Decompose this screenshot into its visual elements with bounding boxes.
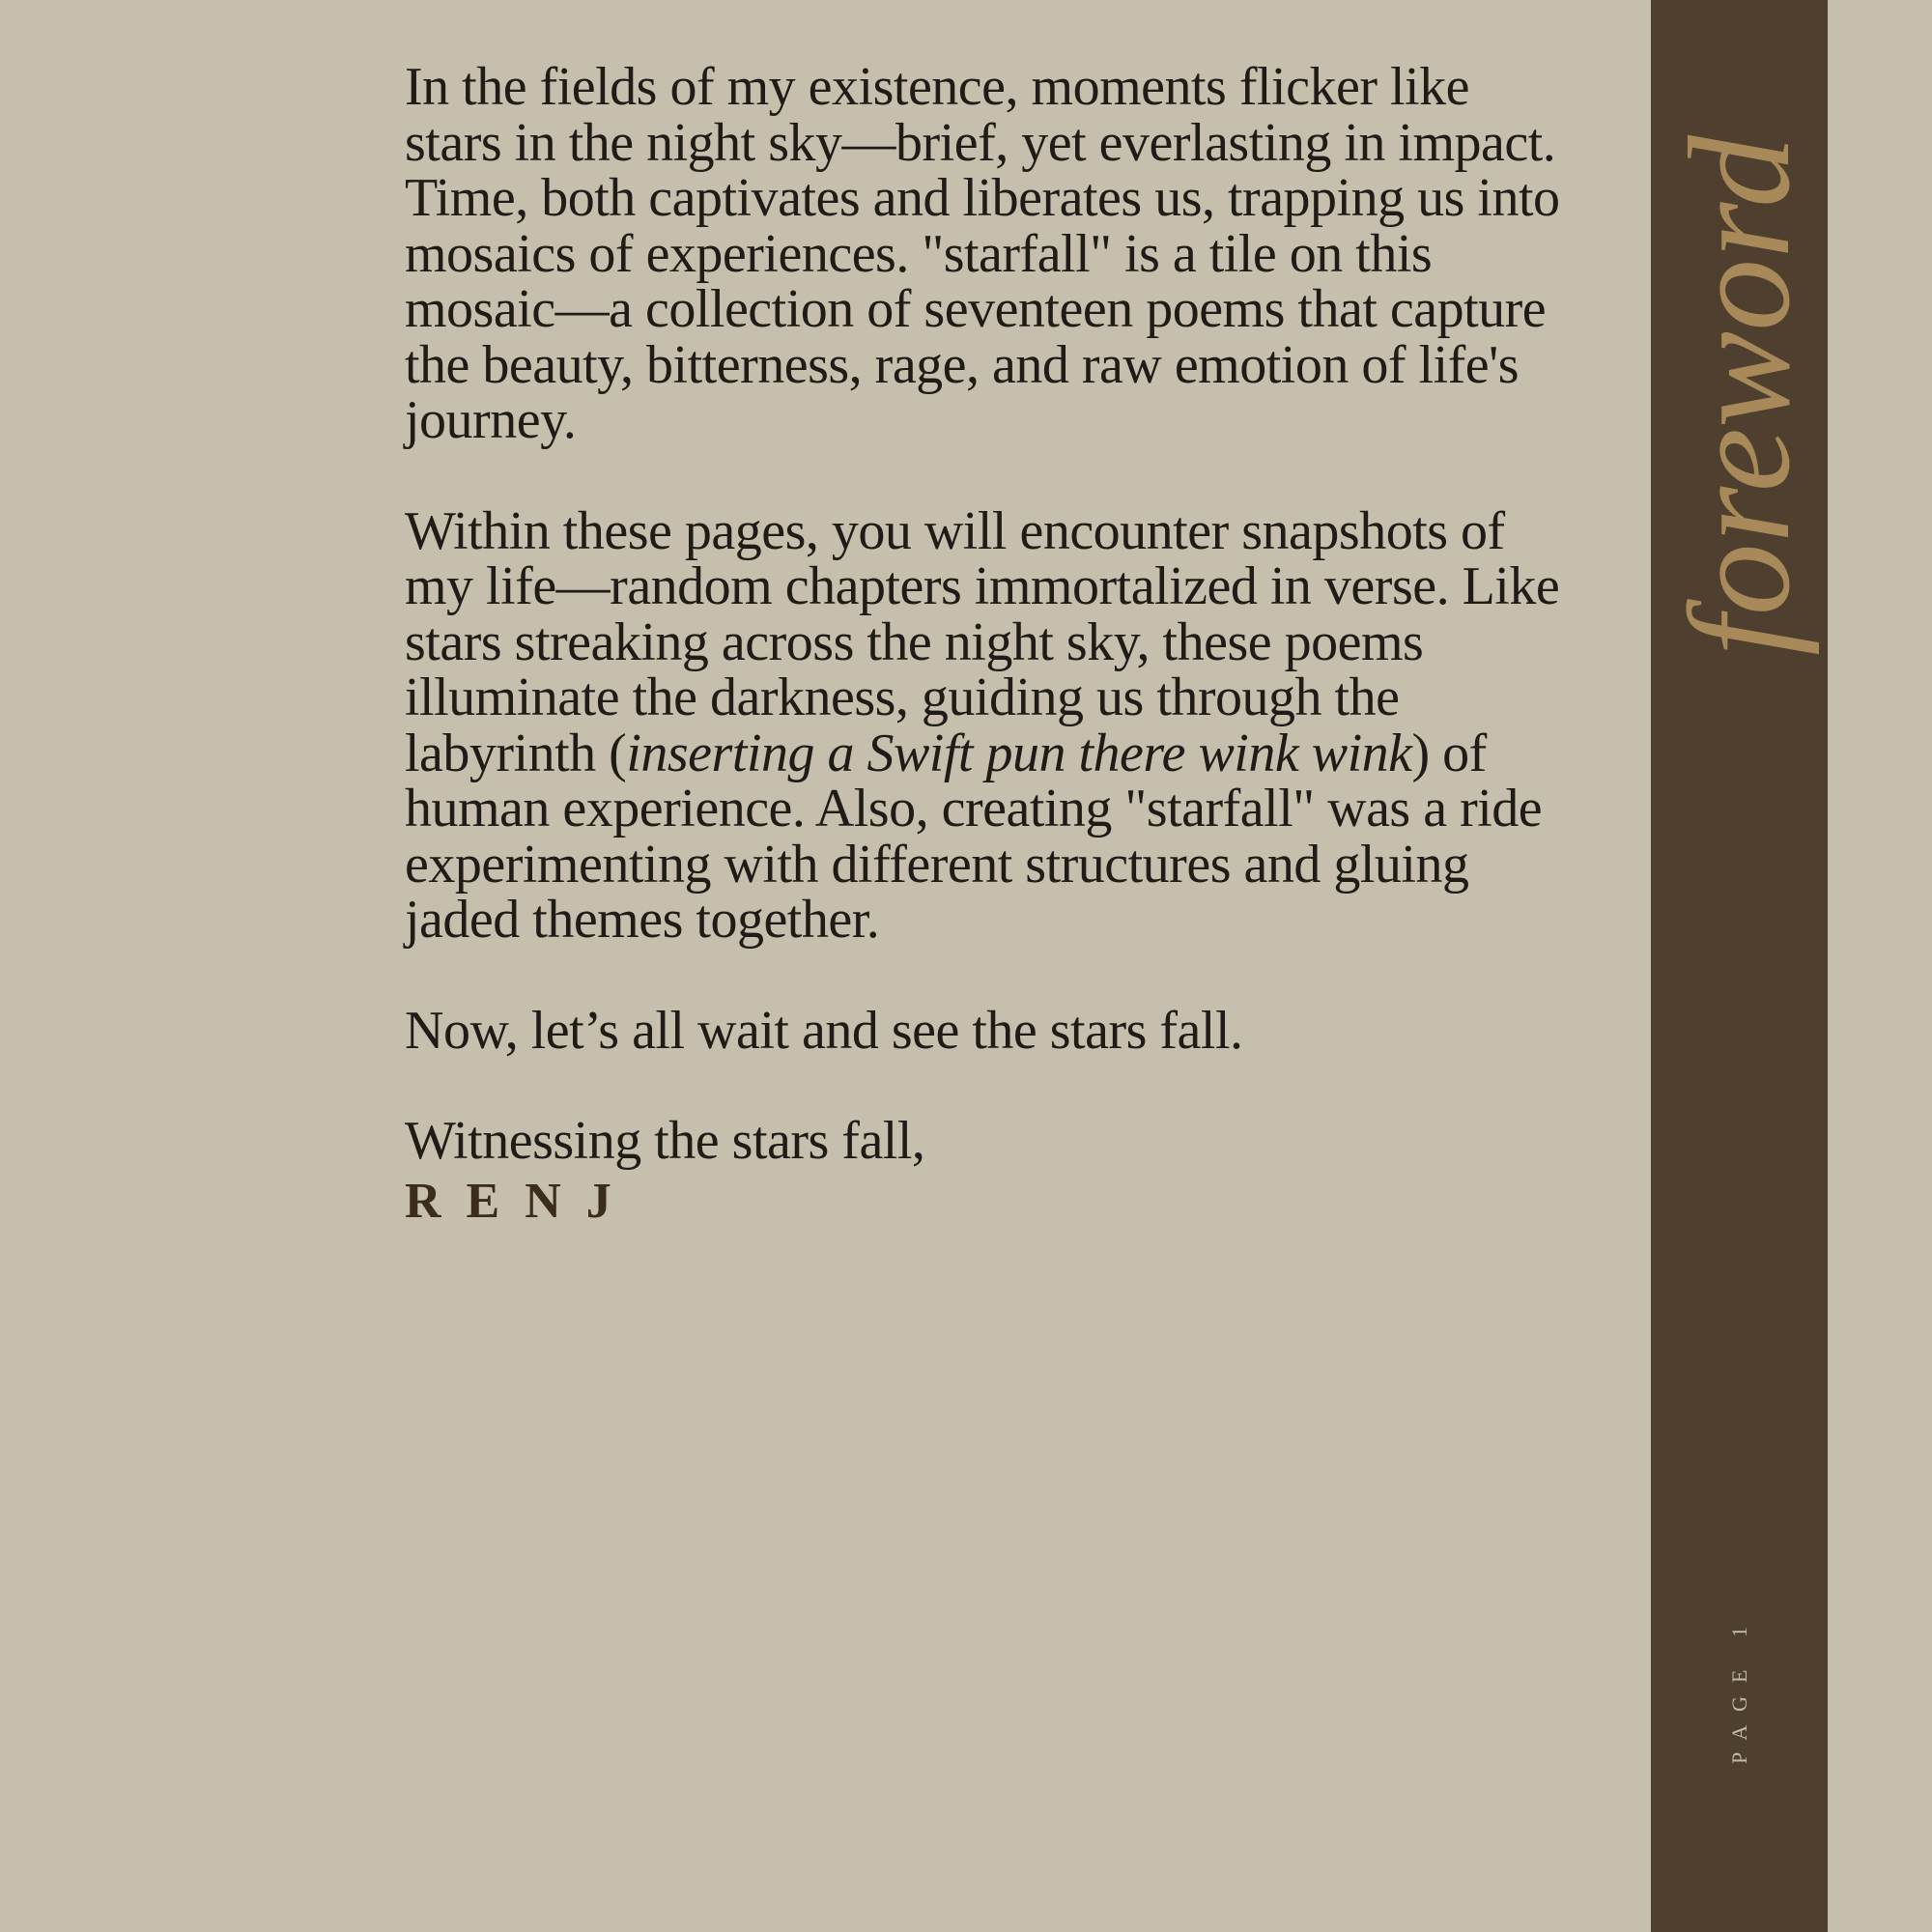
foreword-body	[405, 57, 1574, 1229]
closing-text: Witnessing the stars fall,	[405, 1111, 925, 1171]
chapter-sidebar	[1651, 0, 1828, 1932]
paragraph-3: Now, let’s all wait and see the stars fall.	[405, 1000, 1243, 1061]
paragraph-2-italic-aside: inserting a Swift pun there wink wink	[626, 723, 1412, 783]
paragraph-1: In the fields of my existence, moments flicker like stars in the night sky—brief, yet everlasting in impact. Time, both captivates and liberates us, trapping us into mosaics of experiences. "starfall" is a tile on this mosaic—a collection of seventeen poems that capture the beauty, bitterness, rage, and raw emotion of life's journey.	[405, 57, 1560, 450]
chapter-title	[1659, 135, 1820, 656]
paragraph-2-text-start: Within these pages, you will encounter snapshots of my life—random chapters immortalized in verse. Like stars streaking across the night sky, these poems illuminate the darkness, guiding us through the labyrinth (	[405, 500, 1560, 783]
author-signature: RENJ	[405, 1173, 637, 1229]
paragraph-2	[405, 500, 1574, 950]
chapter-title-text: foreword	[1659, 135, 1820, 656]
closing-line	[405, 1111, 1574, 1229]
paragraph-2-text-end: ) of human experience. Also, creating "starfall" was a ride experimenting with different structures and gluing jaded themes together.	[405, 723, 1543, 950]
page-number-label: PAGE 1	[1726, 1613, 1751, 1764]
